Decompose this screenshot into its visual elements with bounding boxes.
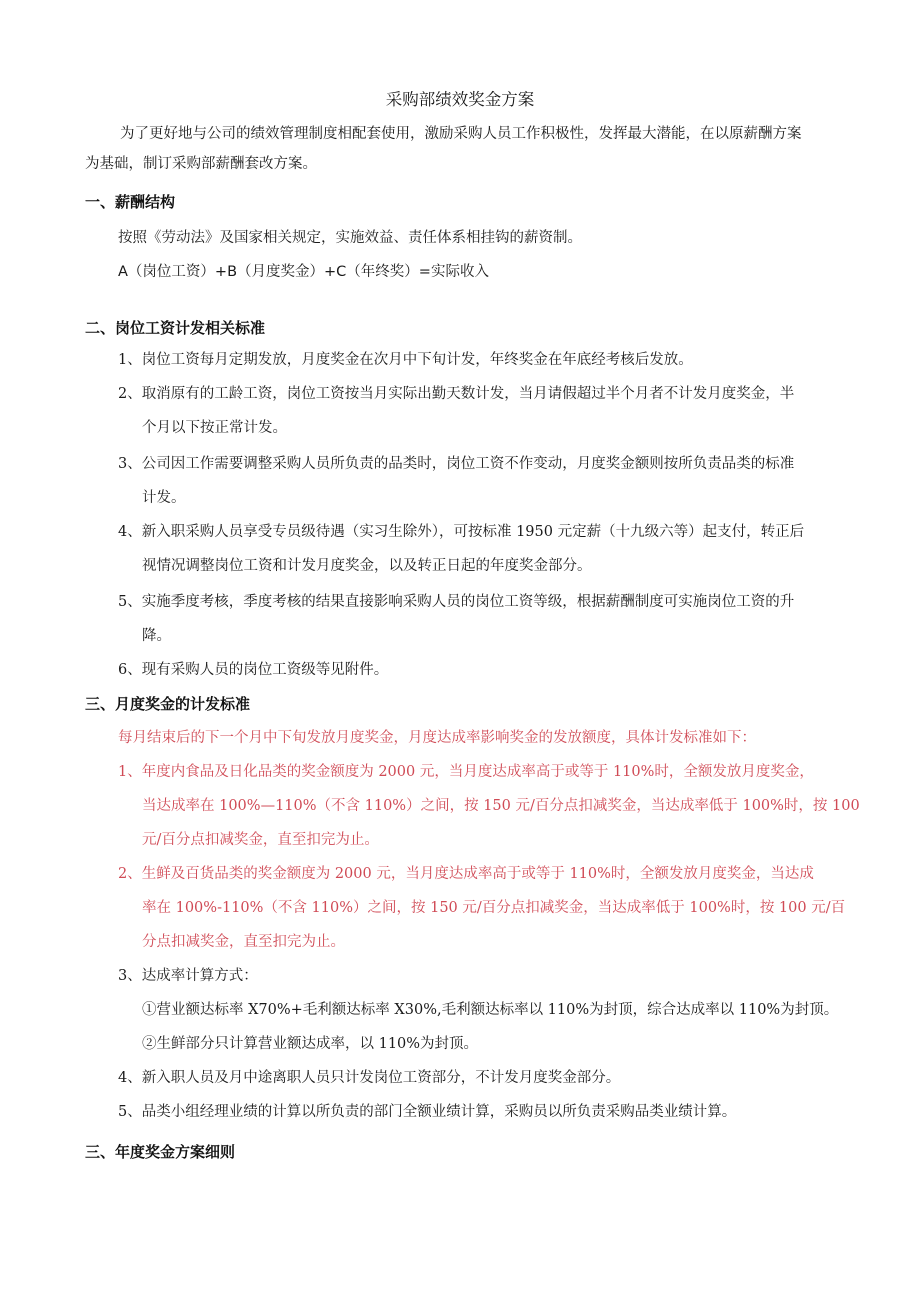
section-2-heading: 二、岗位工资计发相关标准 xyxy=(85,319,266,337)
section-2-item-2: 2、取消原有的工龄工资，岗位工资按当月实际出勤天数计发，当月请假超过半个月者不计发月度奖金，半 xyxy=(118,386,795,402)
salary-formula: A（岗位工资）+B（月度奖金）+C（年终奖）=实际收入 xyxy=(118,264,489,280)
section-3-intro: 每月结束后的下一个月中下旬发放月度奖金，月度达成率影响奖金的发放额度，具体计发标准如下： xyxy=(118,730,756,746)
section-3-heading: 三、月度奖金的计发标准 xyxy=(85,695,251,713)
section-3-item-1-cont-2: 元/百分点扣减奖金，直至扣完为止。 xyxy=(142,832,379,848)
section-1-heading: 一、薪酬结构 xyxy=(85,193,176,211)
calc-method-1: ①营业额达标率 X70%+毛利额达标率 X30%,毛利额达标率以 110%为封顶，综合达成率以 110%为封顶。 xyxy=(142,1002,839,1018)
section-2-item-5-cont: 降。 xyxy=(142,628,171,644)
section-3-item-2: 2、生鲜及百货品类的奖金额度为 2000 元，当月度达成率高于或等于 110%时，全额发放月度奖金，当达成 xyxy=(118,866,814,882)
section-2-item-1: 1、岗位工资每月定期发放，月度奖金在次月中下旬计发，年终奖金在年底经考核后发放。 xyxy=(118,352,693,368)
calc-method-2: ②生鲜部分只计算营业额达成率，以 110%为封顶。 xyxy=(142,1036,479,1052)
section-2-item-3-cont: 计发。 xyxy=(142,490,186,506)
document-title: 采购部绩效奖金方案 xyxy=(385,90,535,109)
section-3-item-4: 4、新入职人员及月中途离职人员只计发岗位工资部分，不计发月度奖金部分。 xyxy=(118,1070,621,1086)
section-3-item-5: 5、品类小组经理业绩的计算以所负责的部门全额业绩计算，采购员以所负责采购品类业绩计算。 xyxy=(118,1104,737,1120)
section-2-item-4: 4、新入职采购人员享受专员级待遇（实习生除外），可按标准 1950 元定薪（十九级六等）起支付，转正后 xyxy=(118,524,805,540)
section-4-heading: 三、年度奖金方案细则 xyxy=(85,1143,236,1161)
section-2-item-5: 5、实施季度考核，季度考核的结果直接影响采购人员的岗位工资等级，根据薪酬制度可实施岗位工资的升 xyxy=(118,594,795,610)
section-3-item-1: 1、年度内食品及日化品类的奖金额度为 2000 元，当月度达成率高于或等于 110%时，全额发放月度奖金， xyxy=(118,764,814,780)
section-3-item-1-cont-1: 当达成率在 100%—110%（不含 110%）之间，按 150 元/百分点扣减奖金，当达成率低于 100%时，按 100 xyxy=(142,798,860,814)
section-2-item-6: 6、现有采购人员的岗位工资级等见附件。 xyxy=(118,662,389,678)
section-2-item-4-cont: 视情况调整岗位工资和计发月度奖金，以及转正日起的年度奖金部分。 xyxy=(142,558,592,574)
section-2-item-3: 3、公司因工作需要调整采购人员所负责的品类时，岗位工资不作变动，月度奖金额则按所负责品类的标准 xyxy=(118,456,795,472)
section-3-item-2-cont-2: 分点扣减奖金，直至扣完为止。 xyxy=(142,934,345,950)
section-3-item-2-cont-1: 率在 100%-110%（不含 110%）之间，按 150 元/百分点扣减奖金，当达成率低于 100%时，按 100 元/百 xyxy=(142,900,846,916)
section-3-item-3: 3、达成率计算方式： xyxy=(118,968,258,984)
section-1-text: 按照《劳动法》及国家相关规定，实施效益、责任体系相挂钩的薪资制。 xyxy=(118,230,582,246)
section-2-item-2-cont: 个月以下按正常计发。 xyxy=(142,420,287,436)
intro-line-2: 为基础，制订采购部薪酬套改方案。 xyxy=(85,156,317,172)
intro-line-1: 为了更好地与公司的绩效管理制度相配套使用，激励采购人员工作积极性，发挥最大潜能，在以原薪酬方案 xyxy=(120,126,802,142)
